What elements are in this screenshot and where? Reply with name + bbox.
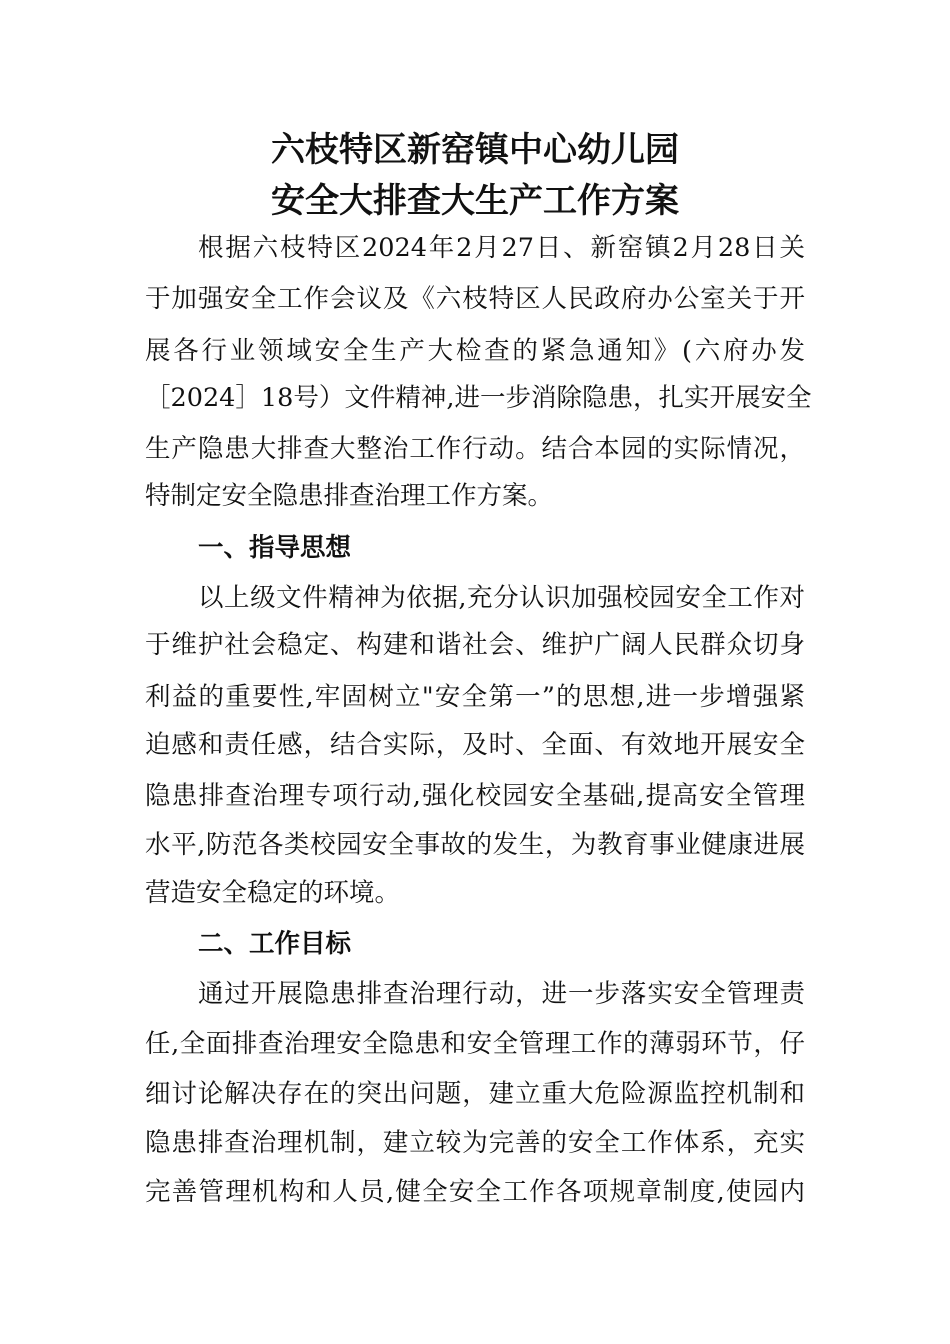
intro-line-1: 根据六枝特区2024年2月27日、新窑镇2月28日关 (198, 233, 805, 263)
section1-line-2: 于维护社会稳定、构建和谐社会、维护广阔人民群众切身 (145, 630, 805, 660)
intro-line-4: ［2024］18号）文件精神,进一步消除隐患，扎实开展安全 (145, 383, 812, 413)
section2-line-4: 隐患排查治理机制，建立较为完善的安全工作体系，充实 (145, 1128, 805, 1158)
section-heading-guiding-ideology: 一、指导思想 (198, 533, 352, 563)
section1-line-5: 隐患排查治理专项行动,强化校园安全基础,提高安全管理 (145, 781, 805, 811)
section1-line-3: 利益的重要性,牢固树立"安全第一”的思想,进一步增强紧 (145, 682, 805, 712)
section-heading-work-goals: 二、工作目标 (198, 929, 352, 959)
section2-line-3: 细讨论解决存在的突出问题，建立重大危险源监控机制和 (145, 1079, 805, 1109)
intro-line-6: 特制定安全隐患排查治理工作方案。 (145, 481, 554, 511)
intro-line-5: 生产隐患大排查大整治工作行动。结合本园的实际情况， (145, 434, 805, 464)
section1-line-1: 以上级文件精神为依据,充分认识加强校园安全工作对 (198, 583, 805, 613)
intro-line-3: 展各行业领域安全生产大检查的紧急通知》(六府办发 (145, 336, 805, 366)
section1-line-7: 营造安全稳定的环境。 (145, 878, 401, 908)
section1-line-4: 迫感和责任感，结合实际，及时、全面、有效地开展安全 (145, 730, 805, 760)
section2-line-2: 任,全面排查治理安全隐患和安全管理工作的薄弱环节，仔 (145, 1029, 805, 1059)
intro-line-2: 于加强安全工作会议及《六枝特区人民政府办公室关于开 (145, 284, 805, 314)
section1-line-6: 水平,防范各类校园安全事故的发生，为教育事业健康进展 (145, 830, 805, 860)
document-title-line-2: 安全大排查大生产工作方案 (271, 181, 679, 221)
section2-line-1: 通过开展隐患排查治理行动，进一步落实安全管理责 (198, 979, 805, 1009)
document-title-line-1: 六枝特区新窑镇中心幼儿园 (271, 130, 679, 170)
section2-line-5: 完善管理机构和人员,健全安全工作各项规章制度,使园内 (145, 1177, 805, 1207)
